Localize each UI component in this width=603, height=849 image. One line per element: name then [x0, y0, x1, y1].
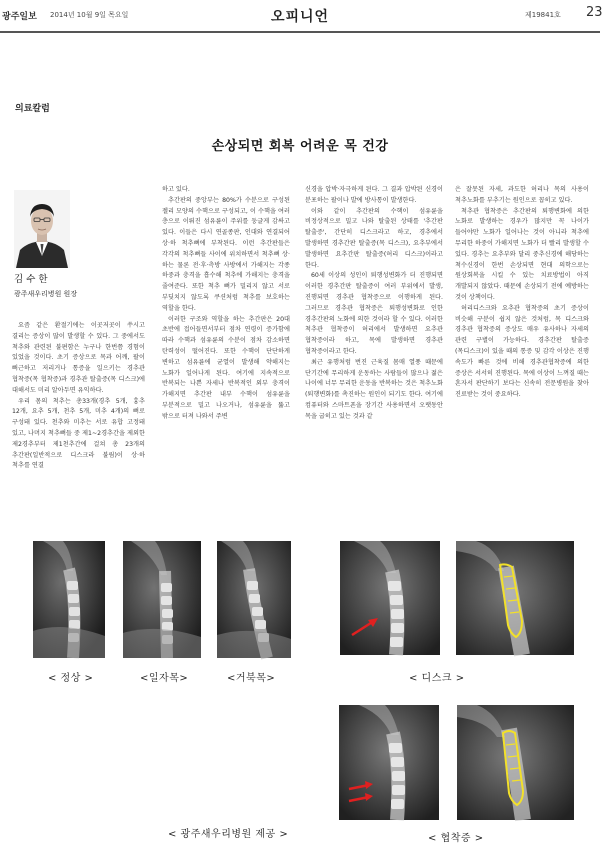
article-column-4 — [455, 185, 589, 401]
paragraph: 하고 있다. — [162, 186, 190, 193]
section-title: 오피니언 — [270, 9, 330, 25]
paragraph: 최근 유행처럼 번진 근육질 몸매 열풍 때문에 단기간에 무리하게 운동하는 사람들이 많으나 젊은 나이에 너무 무리한 운동을 반복하는 것은 척추노화(퇴행변화)를 촉진하는 원인이 되기도 한다. 여기에 컴퓨터와 스마트폰을 장기간 사용하면서 오랫동안 목을 굽히고 있는 것과 같 — [305, 358, 443, 420]
xray-stenosis-lateral — [339, 705, 439, 820]
caption-normal: < 정상 > — [48, 673, 94, 684]
paragraph: 이러한 구조와 역할을 하는 추간판은 20대 초반에 접어들면서부터 점차 연령이 증가함에 따라 수핵과 섬유륜의 수분이 점차 감소하면 탄력성이 떨어진다. 또한 수핵이 단단하게 변하고 섬유륜에 균열이 발생해 약해지는 노화가 일어나게 된다. 여기에 지속적으로 반복되는 나쁜 자세나 반복적인 외부 충격이 가해지면 추간판 내부 수핵이 섬유륜을 부분적으로 밀고 나오거나, 섬유륜을 뚫고 밖으로 터져 나와서 주변 — [162, 315, 290, 420]
paragraph: 추간판의 중앙부는 80%가 수분으로 구성된 젤리 모양의 수핵으로 구성되고, 이 수핵을 여러 층으로 이뤄진 섬유륜이 주위를 둥글게 감싸고 있다. 이들은 다시 연골종판, 인대와 연결되어 상·하 척추뼈에 부착된다. 이런 추간판들은 각각의 척추뼈들 사이에 위치하면서 척추뼈 상·하는 물론 전·후·측방 사방에서 가해지는 각종 하중과 충격을 흡수해 척추에 가해지는 충격을 줄여준다. 또한 척추 뼈가 밀리지 않고 서로 부딪치지 않도록 쿠션처럼 척추를 보호하는 역할을 한다. — [162, 196, 290, 312]
issue-number: 제19841호 — [525, 11, 561, 19]
article-column-3 — [305, 185, 443, 423]
xray-disc-lateral — [340, 541, 440, 655]
xray-stenosis-highlight — [457, 705, 574, 820]
paragraph: 60세 이상의 성인이 퇴행성변화가 더 진행되면 이러한 경추간판 탈출증이 여러 부위에서 발생, 진행되면 경추관 협착증으로 이행하게 된다. 그러므로 경추관 협착증은 퇴행성변화로 인한 경추간판의 노화에 의한 것이라 할 수 있다. 이러한 척추관 협착증이 허리에서 발생하면 요추관 협착증이라 하고, 목에 발생하면 경추관 협착증이라고 한다. — [305, 272, 443, 355]
photo-credit: < 광주새우리병원 제공 > — [168, 829, 289, 840]
paragraph: 요즘 같은 환절기에는 이곳저곳이 쑤시고 결리는 증상이 많이 발생할 수 있다. 그 중에서도 척추와 관련된 불편함은 누구나 한번쯤 경험이 있었을 것이다. 초기 증상으로 목과 어깨, 팔이 뻐근하고 저리거나 통증을 일으키는 경추관 협착증(목 협착증)과 경추관 탈출증(목 디스크)에 대해서도 미리 알아두면 유익하다. — [12, 322, 145, 394]
issue-date: 2014년 10월 9일 목요일 — [50, 11, 129, 19]
caption-forward-head: <거북목> — [227, 673, 276, 684]
paragraph: 허리디스크와 요추관 협착증의 초기 증상이 비슷해 구분이 쉽지 않은 것처럼, 목 디스크와 경추관 협착증의 증상도 매우 유사하나 자세의 관련 구별이 가능하다. 경추간판 탈출증(목디스크)이 있을 때의 통증 및 감각 이상은 진행 속도가 빠른 것에 비해 경추관협착증에 의한 증상은 서서히 진행된다. 목에 이상이 느껴질 때는 혼자서 판단하기 보다는 신속히 전문병원을 찾아 진료받는 것이 중요하다. — [455, 304, 589, 399]
caption-stenosis: < 협착증 > — [428, 833, 484, 844]
author-name: 김 수 한 — [14, 274, 48, 285]
paragraph: 은 잘못된 자세, 과도한 허리나 목의 사용이 척추노화를 부추기는 원인으로 꼽히고 있다. — [455, 186, 589, 204]
paragraph: 이와 같이 추간판의 수핵이 섬유륜을 비정상적으로 밀고 나와 탈출된 상태를 '추간판 탈출증', 간단히 디스크라고 하고, 경추에서 발생하면 경추간판 탈출증(목 디스크), 요추부에서 발생하면 요추간판 탈출증(허리 디스크)이라고 한다. — [305, 207, 443, 269]
xray-disc-highlight — [456, 541, 574, 655]
xray-straight-neck — [123, 541, 201, 658]
masthead — [0, 0, 603, 34]
article-headline: 손상되면 회복 어려운 목 건강 — [211, 139, 389, 154]
xray-normal — [33, 541, 105, 658]
caption-straight-neck: <일자목> — [140, 673, 189, 684]
paragraph: 우리 몸의 척추는 총33개(경추 5개, 흉추 12개, 요추 5개, 천추 5개, 미추 4개)의 뼈로 구성돼 있다. 천추와 미추는 서로 유합 고정돼 있고, 나머지 척추뼈들 중 제1~2경추간을 제외한 제2경추부터 제1천추간에 걸쳐 총 23개의 추간판(일반적으로 디스크라 불림)이 상·하 척추를 연결 — [12, 397, 145, 470]
masthead-rule — [0, 31, 600, 33]
author-portrait — [14, 190, 70, 268]
article-column-2 — [162, 185, 290, 423]
newspaper-name: 광주일보 — [2, 12, 37, 22]
article-column-1 — [12, 321, 145, 472]
xray-forward-head — [217, 541, 291, 658]
author-role: 광주새우리병원 원장 — [14, 290, 78, 298]
paragraph: 척추관 협착증은 추간판의 퇴행변화에 의한 노화로 발생하는 경우가 많지만 꼭 나이가 들어야만 노화가 일어나는 것이 아니라 척추에 무리한 하중이 가해지면 노화가 더 빨리 발생할 수 있다. 경추는 요추부와 달리 중추신경에 해당하는 척수신경이 한번 손상되면 현대 의학으로는 원상회복을 시킬 수 있는 치료방법이 아직 개발되지 않았다. 때문에 손상되기 전에 예방하는 것이 상책이다. — [455, 207, 589, 301]
column-rubric: 의료칼럼 — [15, 104, 50, 114]
caption-disc: < 디스크 > — [409, 673, 465, 684]
paragraph: 신경을 압박·자극하게 된다. 그 결과 압박된 신경이 분포하는 팔이나 발에 방사통이 발생한다. — [305, 186, 443, 204]
page-number: 23 — [586, 5, 603, 20]
